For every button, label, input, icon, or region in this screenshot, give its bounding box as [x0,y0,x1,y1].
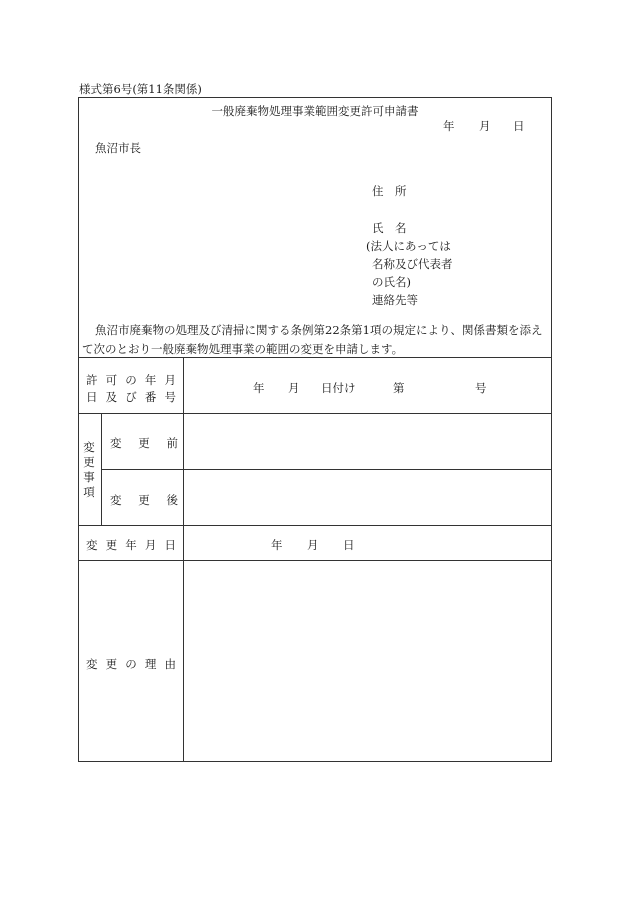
reason-value-field[interactable] [184,561,551,761]
reason-char: 由 [164,657,176,671]
change-date-label [86,537,176,553]
reason-char: 理 [144,657,157,671]
contact-label: 連絡先等 [372,293,418,307]
table-line [78,525,552,526]
permit-label-char: 可 [105,373,118,387]
change-date-char: 変 [86,538,98,552]
permit-label-line-1 [86,372,176,388]
permit-dated: 日付け [321,381,356,395]
change-items-char: 変 [83,440,95,454]
permit-go: 号 [475,381,487,395]
permit-dai: 第 [393,381,405,395]
after-label [110,492,178,508]
change-date-char: 日 [164,538,176,552]
body-text-line-2: て次のとおり一般廃棄物処理事業の範囲の変更を申請します。 [82,342,404,356]
change-items-char: 項 [83,485,95,499]
before-label [110,435,178,451]
change-items-char: 事 [83,470,95,484]
permit-label-char: 月 [164,373,176,387]
permit-label-char: 許 [86,373,98,387]
before-char: 変 [110,436,122,450]
change-date-year: 年 [271,538,283,552]
change-items-label [82,440,96,500]
before-value-field[interactable] [184,414,551,468]
permit-label-char: 及 [105,390,118,404]
permit-label-char: 年 [144,373,157,387]
reason-char: の [125,657,137,671]
body-text-line-1: 魚沼市廃棄物の処理及び清掃に関する条例第22条第1項の規定により、関係書類を添え [95,323,543,337]
change-date-char: 更 [105,538,118,552]
change-date-char: 月 [144,538,157,552]
table-line [78,357,552,358]
after-value-field[interactable] [184,470,551,524]
permit-label-char: 番 [144,390,157,404]
reason-char: 更 [105,657,118,671]
name-label: 氏 名 [372,221,407,235]
address-label: 住 所 [372,184,407,198]
before-char: 更 [138,436,150,450]
permit-month: 月 [288,381,300,395]
change-date-day: 日 [343,538,355,552]
date-month: 月 [479,119,491,133]
permit-label-line-2 [86,389,176,405]
after-char: 更 [138,493,150,507]
date-year: 年 [443,119,455,133]
before-char: 前 [166,436,178,450]
permit-label-char: の [125,373,137,387]
reason-char: 変 [86,657,98,671]
corp-note-1: (法人にあっては [366,239,451,253]
permit-year: 年 [253,381,265,395]
permit-label-char: び [125,390,137,404]
date-day: 日 [513,119,525,133]
after-char: 変 [110,493,122,507]
corp-note-3: の氏名) [372,275,411,289]
change-date-month: 月 [307,538,319,552]
permit-label-char: 号 [164,390,176,404]
reason-label [86,656,176,672]
change-items-char: 更 [83,455,95,469]
addressee: 魚沼市長 [95,141,141,155]
corp-note-2: 名称及び代表者 [372,257,453,271]
table-line [101,413,102,525]
form-number: 様式第6号(第11条関係) [79,82,202,96]
form-title: 一般廃棄物処理事業範囲変更許可申請書 [211,104,419,118]
permit-label-char: 日 [86,390,98,404]
after-char: 後 [166,493,178,507]
change-date-char: 年 [125,538,137,552]
